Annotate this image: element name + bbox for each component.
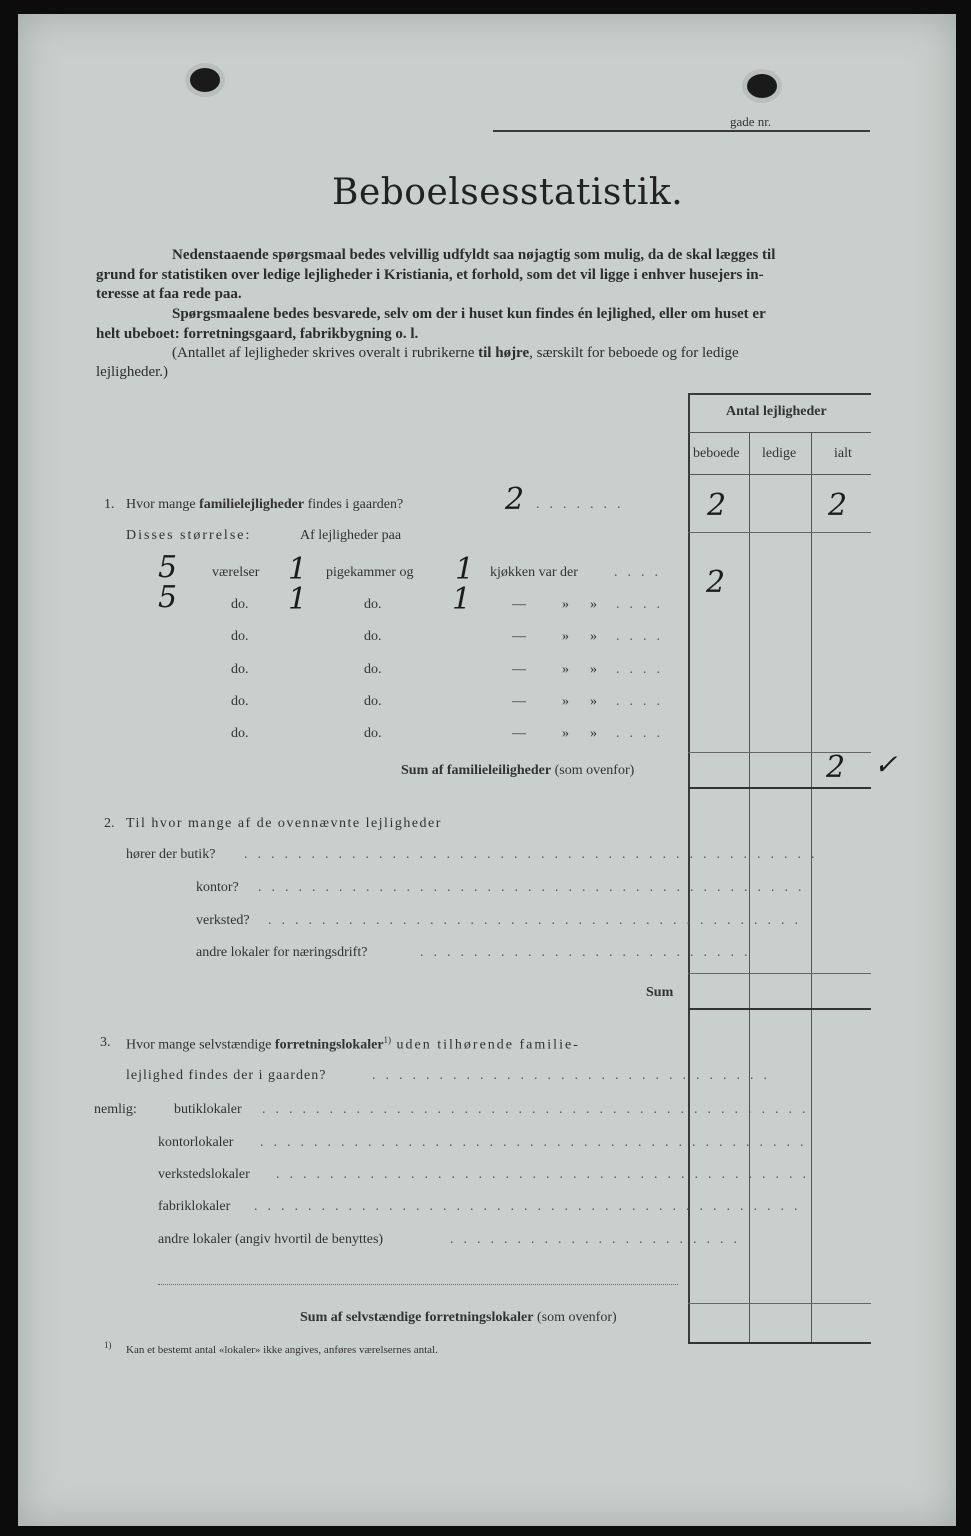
dash: — — [512, 726, 526, 741]
q2-verksted: verksted? — [196, 913, 250, 928]
intro-p3-line2: lejligheder.) — [96, 364, 169, 380]
do-label: do. — [364, 662, 382, 677]
do-label: do. — [231, 726, 249, 741]
hw-rooms-1: 5 — [158, 550, 178, 585]
dash: — — [512, 694, 526, 709]
q1-number: 1. — [104, 497, 115, 512]
do-label: do. — [364, 629, 382, 644]
quote: » — [590, 694, 597, 709]
group-underline — [688, 432, 871, 433]
row-line — [688, 1303, 871, 1304]
q3-andre: andre lokaler (angiv hvortil de benyttes) — [158, 1232, 384, 1247]
punch-hole-left — [190, 68, 220, 92]
q2-andre-dots: ......................... — [420, 945, 758, 960]
q2-andre: andre lokaler for næringsdrift? — [196, 945, 368, 960]
q3-line2-dots: .............................. — [372, 1068, 777, 1083]
footnote-mark: 1) — [104, 1340, 112, 1350]
row-dots: .... — [616, 597, 670, 612]
q2-kontor-dots: ......................................... — [258, 880, 812, 895]
check-icon: ✓ — [874, 748, 898, 781]
q3-kontor-dots: ......................................... — [260, 1135, 814, 1150]
sizes-sub: Af lejligheder paa — [300, 528, 402, 543]
sizes-label: Disses størrelse: — [126, 528, 252, 543]
row-dots: .... — [616, 662, 670, 677]
q3-fabrik: fabriklokaler — [158, 1199, 231, 1214]
hw-sum-ialt: 2 — [826, 750, 846, 785]
quote: » — [562, 694, 569, 709]
row1-vaerelser: værelser — [212, 565, 260, 580]
q1-dots: ....... — [536, 497, 631, 512]
row1-kjokken: kjøkken var der — [490, 565, 578, 580]
hw-pige-1: 1 — [288, 552, 308, 587]
hw-pige-2: 1 — [288, 582, 308, 617]
quote: » — [590, 597, 597, 612]
table-group-header: Antal lejligheder — [726, 404, 827, 419]
quote: » — [590, 629, 597, 644]
dash: — — [512, 629, 526, 644]
quote: » — [590, 662, 597, 677]
intro-p1-line1: Nedenstaaende spørgsmaal bedes velvillig udfyldt saa nøjagtig som mulig, da de skal lægges til — [172, 247, 776, 263]
q3-nemlig: nemlig: — [94, 1102, 137, 1117]
hw-q1-mark: 2 — [505, 482, 525, 517]
q3-line1: Hvor mange selvstændige forretningslokaler$^{1)}$ uden tilhørende familie- — [126, 1035, 580, 1053]
quote: » — [562, 597, 569, 612]
q3-andre-dots: ...................... — [450, 1232, 747, 1247]
row-dots: .... — [616, 629, 670, 644]
gade-label: gade nr. — [730, 114, 772, 129]
q3-number: 3. — [100, 1035, 111, 1050]
do-label: do. — [231, 597, 249, 612]
hw-kjok-2: 1 — [452, 582, 472, 617]
intro-p3-line1: (Antallet af lejligheder skrives overalt i rubrikerne til højre, særskilt for beboede og for ledige — [172, 345, 739, 361]
quote: » — [562, 726, 569, 741]
col-header-ledige: ledige — [762, 446, 797, 461]
q2-butik: hører der butik? — [126, 847, 216, 862]
section1-sum-line — [688, 787, 871, 789]
q2-verksted-dots: ........................................ — [268, 913, 808, 928]
dash: — — [512, 662, 526, 677]
do-label: do. — [364, 726, 382, 741]
row-line — [688, 973, 871, 974]
q1-text: Hvor mange familielejligheder findes i gaarden? — [126, 497, 404, 512]
table-top-line — [688, 393, 871, 395]
gade-line — [493, 130, 870, 132]
section3-sum-line — [688, 1342, 871, 1344]
row1-pigekammer: pigekammer og — [326, 565, 414, 580]
intro-p1-line2: grund for statistiken over ledige lejligheder i Kristiania, et forhold, som det vil ligge i enhver husejers in- — [96, 267, 764, 283]
col-header-beboede: beboede — [693, 446, 740, 461]
row-dots: .... — [616, 726, 670, 741]
q3-sum-label: Sum af selvstændige forretningslokaler (som ovenfor) — [300, 1310, 617, 1325]
q2-number: 2. — [104, 816, 115, 831]
quote: » — [562, 629, 569, 644]
quote: » — [590, 726, 597, 741]
intro-p2-line1: Spørgsmaalene bedes besvarede, selv om der i huset kun findes én lejlighed, eller om huset er — [172, 306, 766, 322]
do-label: do. — [231, 629, 249, 644]
q3-butik-dots: ......................................... — [262, 1102, 816, 1117]
hw-q1-ialt: 2 — [828, 488, 848, 523]
q3-kontor: kontorlokaler — [158, 1135, 234, 1150]
q3-line2: lejlighed findes der i gaarden? — [126, 1068, 327, 1083]
header-underline — [688, 474, 871, 475]
q3-verksted: verkstedslokaler — [158, 1167, 250, 1182]
hw-q1-beboede: 2 — [707, 488, 727, 523]
do-label: do. — [364, 694, 382, 709]
col-header-ialt: ialt — [834, 446, 852, 461]
dash: — — [512, 597, 526, 612]
row-line — [688, 532, 871, 533]
section2-sum-line — [688, 1008, 871, 1010]
hw-kjok-1: 1 — [455, 552, 475, 587]
q3-blank-line — [158, 1284, 678, 1285]
hw-rooms-2: 5 — [158, 580, 178, 615]
quote: » — [562, 662, 569, 677]
q2-line1: Til hvor mange af de ovennævnte lejligheder — [126, 816, 442, 831]
q2-sum: Sum — [646, 985, 674, 1000]
intro-p1-line3: teresse at faa rede paa. — [96, 286, 242, 302]
q3-verksted-dots: ........................................ — [276, 1167, 816, 1182]
punch-hole-right — [747, 74, 777, 98]
q3-fabrik-dots: ......................................... — [254, 1199, 808, 1214]
hw-row1-beboede: 2 — [706, 565, 726, 600]
do-label: do. — [231, 662, 249, 677]
q3-butik: butiklokaler — [174, 1102, 242, 1117]
footnote-text: Kan et bestemt antal «lokaler» ikke angives, anføres værelsernes antal. — [126, 1344, 438, 1356]
intro-p2-line2: helt ubeboet: forretningsgaard, fabrikbygning o. l. — [96, 326, 419, 342]
q1-sum-label: Sum af familieleiligheder (som ovenfor) — [401, 763, 635, 778]
q2-butik-dots: ........................................... — [244, 847, 825, 862]
do-label: do. — [364, 597, 382, 612]
do-label: do. — [231, 694, 249, 709]
row1-dots: .... — [614, 565, 668, 580]
row-dots: .... — [616, 694, 670, 709]
page-title: Beboelsesstatistik. — [332, 172, 684, 213]
q2-kontor: kontor? — [196, 880, 239, 895]
